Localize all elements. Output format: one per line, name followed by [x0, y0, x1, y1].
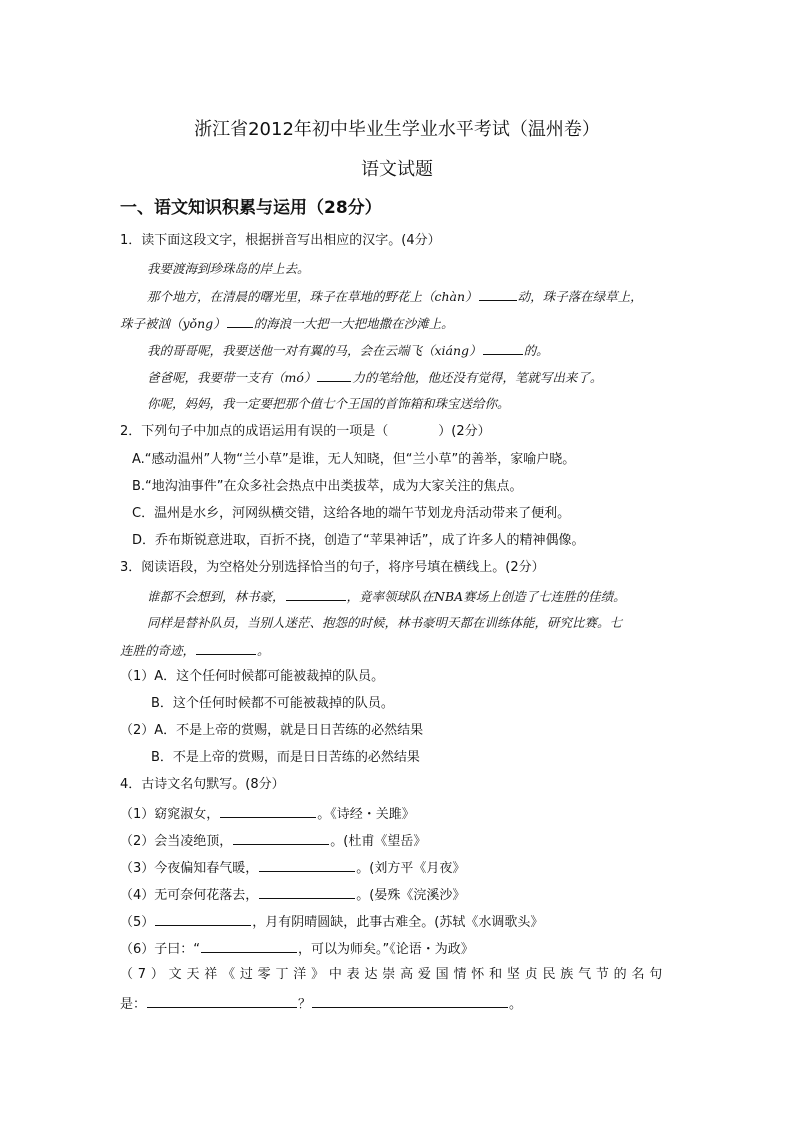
answer-blank[interactable]	[312, 994, 508, 1008]
answer-blank[interactable]	[147, 994, 297, 1008]
q3-text: 。	[257, 643, 270, 658]
answer-blank[interactable]	[220, 804, 316, 818]
q4-text: （5）	[120, 915, 155, 930]
q4-text: （6）子曰：“	[120, 942, 201, 957]
q1-text: 力的笔给他，他还没有觉得，笔就写出来了。	[352, 370, 603, 385]
q1-text: 的。	[523, 343, 549, 358]
q4-text: 。(杜甫《望岳》	[330, 834, 427, 849]
answer-blank[interactable]	[479, 287, 517, 301]
q2-text: 2．下列句子中加点的成语运用有误的一项是（	[120, 424, 389, 439]
section-heading: 一、语文知识积累与运用（28分）	[120, 198, 382, 218]
q3-option-1b: B．这个任何时候都不可能被裁掉的队员。	[151, 696, 394, 711]
answer-blank[interactable]	[317, 368, 351, 382]
q2-stem	[120, 423, 491, 441]
q1-text: 珠子被汹（yǒng）	[120, 316, 226, 331]
q4-text: （2）会当凌绝顶，	[120, 834, 233, 849]
q1-text: 我的哥哥呢，我要送他一对有翼的马，会在云端飞（xiáng）	[147, 343, 482, 358]
q4-item-4	[120, 885, 465, 905]
q4-text: ，月有阴晴圆缺，此事古难全。(苏轼《水调歌头》	[252, 915, 544, 930]
q3-option-1a: （1）A．这个任何时候都可能被裁掉的队员。	[120, 669, 385, 684]
q4-text: 。《诗经・关雎》	[317, 807, 415, 822]
q3-option-2a: （2）A．不是上帝的赏赐，就是日日苦练的必然结果	[120, 723, 424, 738]
q4-text: 。	[509, 997, 523, 1012]
q4-stem: 4．古诗文名句默写。(8分）	[120, 777, 285, 792]
q4-text: ？	[298, 997, 312, 1012]
answer-blank[interactable]	[201, 939, 297, 953]
q1-passage-line	[147, 287, 643, 306]
exam-title: 浙江省2012年初中毕业生学业水平考试（温州卷）	[194, 119, 600, 140]
q1-text: 爸爸呢，我要带一支有（mó）	[147, 370, 317, 385]
q4-item-7: （7）文天祥《过零丁洋》中表达崇高爱国情怀和坚贞民族气节的名句	[120, 967, 668, 982]
q3-option-2b: B．不是上帝的赏赐，而是日日苦练的必然结果	[151, 750, 420, 765]
q3-text: 连胜的奇迹，	[120, 643, 196, 658]
q3-passage-line	[147, 587, 626, 606]
q1-passage-line	[147, 341, 549, 360]
answer-blank[interactable]	[259, 858, 355, 872]
q4-item-7-answer	[120, 994, 522, 1014]
q1-passage-line: 你呢，妈妈，我一定要把那个值七个王国的首饰箱和珠宝送给你。	[147, 396, 510, 411]
q1-stem: 1．读下面这段文字，根据拼音写出相应的汉字。(4分）	[120, 233, 441, 248]
answer-blank[interactable]	[286, 587, 346, 601]
q1-passage-line	[120, 314, 454, 333]
q4-item-5	[120, 912, 543, 932]
exam-subtitle: 语文试题	[361, 159, 433, 180]
q1-text: 那个地方，在清晨的曙光里，珠子在草地的野花上（chàn）	[147, 289, 478, 304]
answer-blank[interactable]	[227, 314, 253, 328]
q4-text: （3）今夜偏知春气暖，	[120, 861, 259, 876]
q4-text: 。(晏殊《浣溪沙》	[356, 888, 466, 903]
q2-option-b: B.“地沟油事件”在众多社会热点中出类拔萃，成为大家关注的焦点。	[132, 479, 523, 494]
answer-blank[interactable]	[483, 341, 523, 355]
q4-text: 是：	[120, 997, 147, 1012]
q4-text: ，可以为师矣。”《论语・为政》	[298, 942, 474, 957]
q4-item-3	[120, 858, 465, 878]
q4-text: （4）无可奈何花落去，	[120, 888, 259, 903]
q3-text: 谁都不会想到，林书豪，	[147, 589, 285, 604]
q4-text: （1）窈窕淑女，	[120, 807, 220, 822]
q2-option-a: A.“感动温州”人物“兰小草”是谁，无人知晓，但“兰小草”的善举，家喻户晓。	[132, 452, 576, 467]
answer-blank[interactable]	[196, 641, 256, 655]
q4-text: 。(刘方平《月夜》	[356, 861, 466, 876]
q3-passage-line	[120, 641, 270, 660]
q3-stem: 3．阅读语段，为空格处分别选择恰当的句子，将序号填在横线上。(2分）	[120, 560, 545, 575]
q3-text: ，竟率领球队在NBA赛场上创造了七连胜的佳绩。	[346, 589, 626, 604]
q1-passage-line	[147, 368, 602, 387]
answer-blank[interactable]	[155, 912, 251, 926]
answer-blank[interactable]	[259, 885, 355, 899]
q2-option-d: D．乔布斯锐意进取，百折不挠，创造了“苹果神话”，成了许多人的精神偶像。	[132, 533, 585, 548]
q4-item-2	[120, 831, 426, 851]
q4-item-6	[120, 939, 474, 959]
q1-text: 的海浪一大把一大把地撒在沙滩上。	[253, 316, 454, 331]
q2-option-c: C．温州是水乡，河网纵横交错，这给各地的端午节划龙舟活动带来了便利。	[132, 506, 571, 521]
q2-text: ）(2分）	[438, 424, 491, 439]
q1-passage-line: 我要渡海到珍珠岛的岸上去。	[147, 261, 310, 276]
q3-passage-line: 同样是替补队员，当别人迷茫、抱怨的时候，林书豪明天都在训练体能，研究比赛。七	[147, 615, 623, 630]
q4-item-1	[120, 804, 415, 824]
q1-text: 动，珠子落在绿草上，	[517, 289, 643, 304]
answer-blank[interactable]	[233, 831, 329, 845]
